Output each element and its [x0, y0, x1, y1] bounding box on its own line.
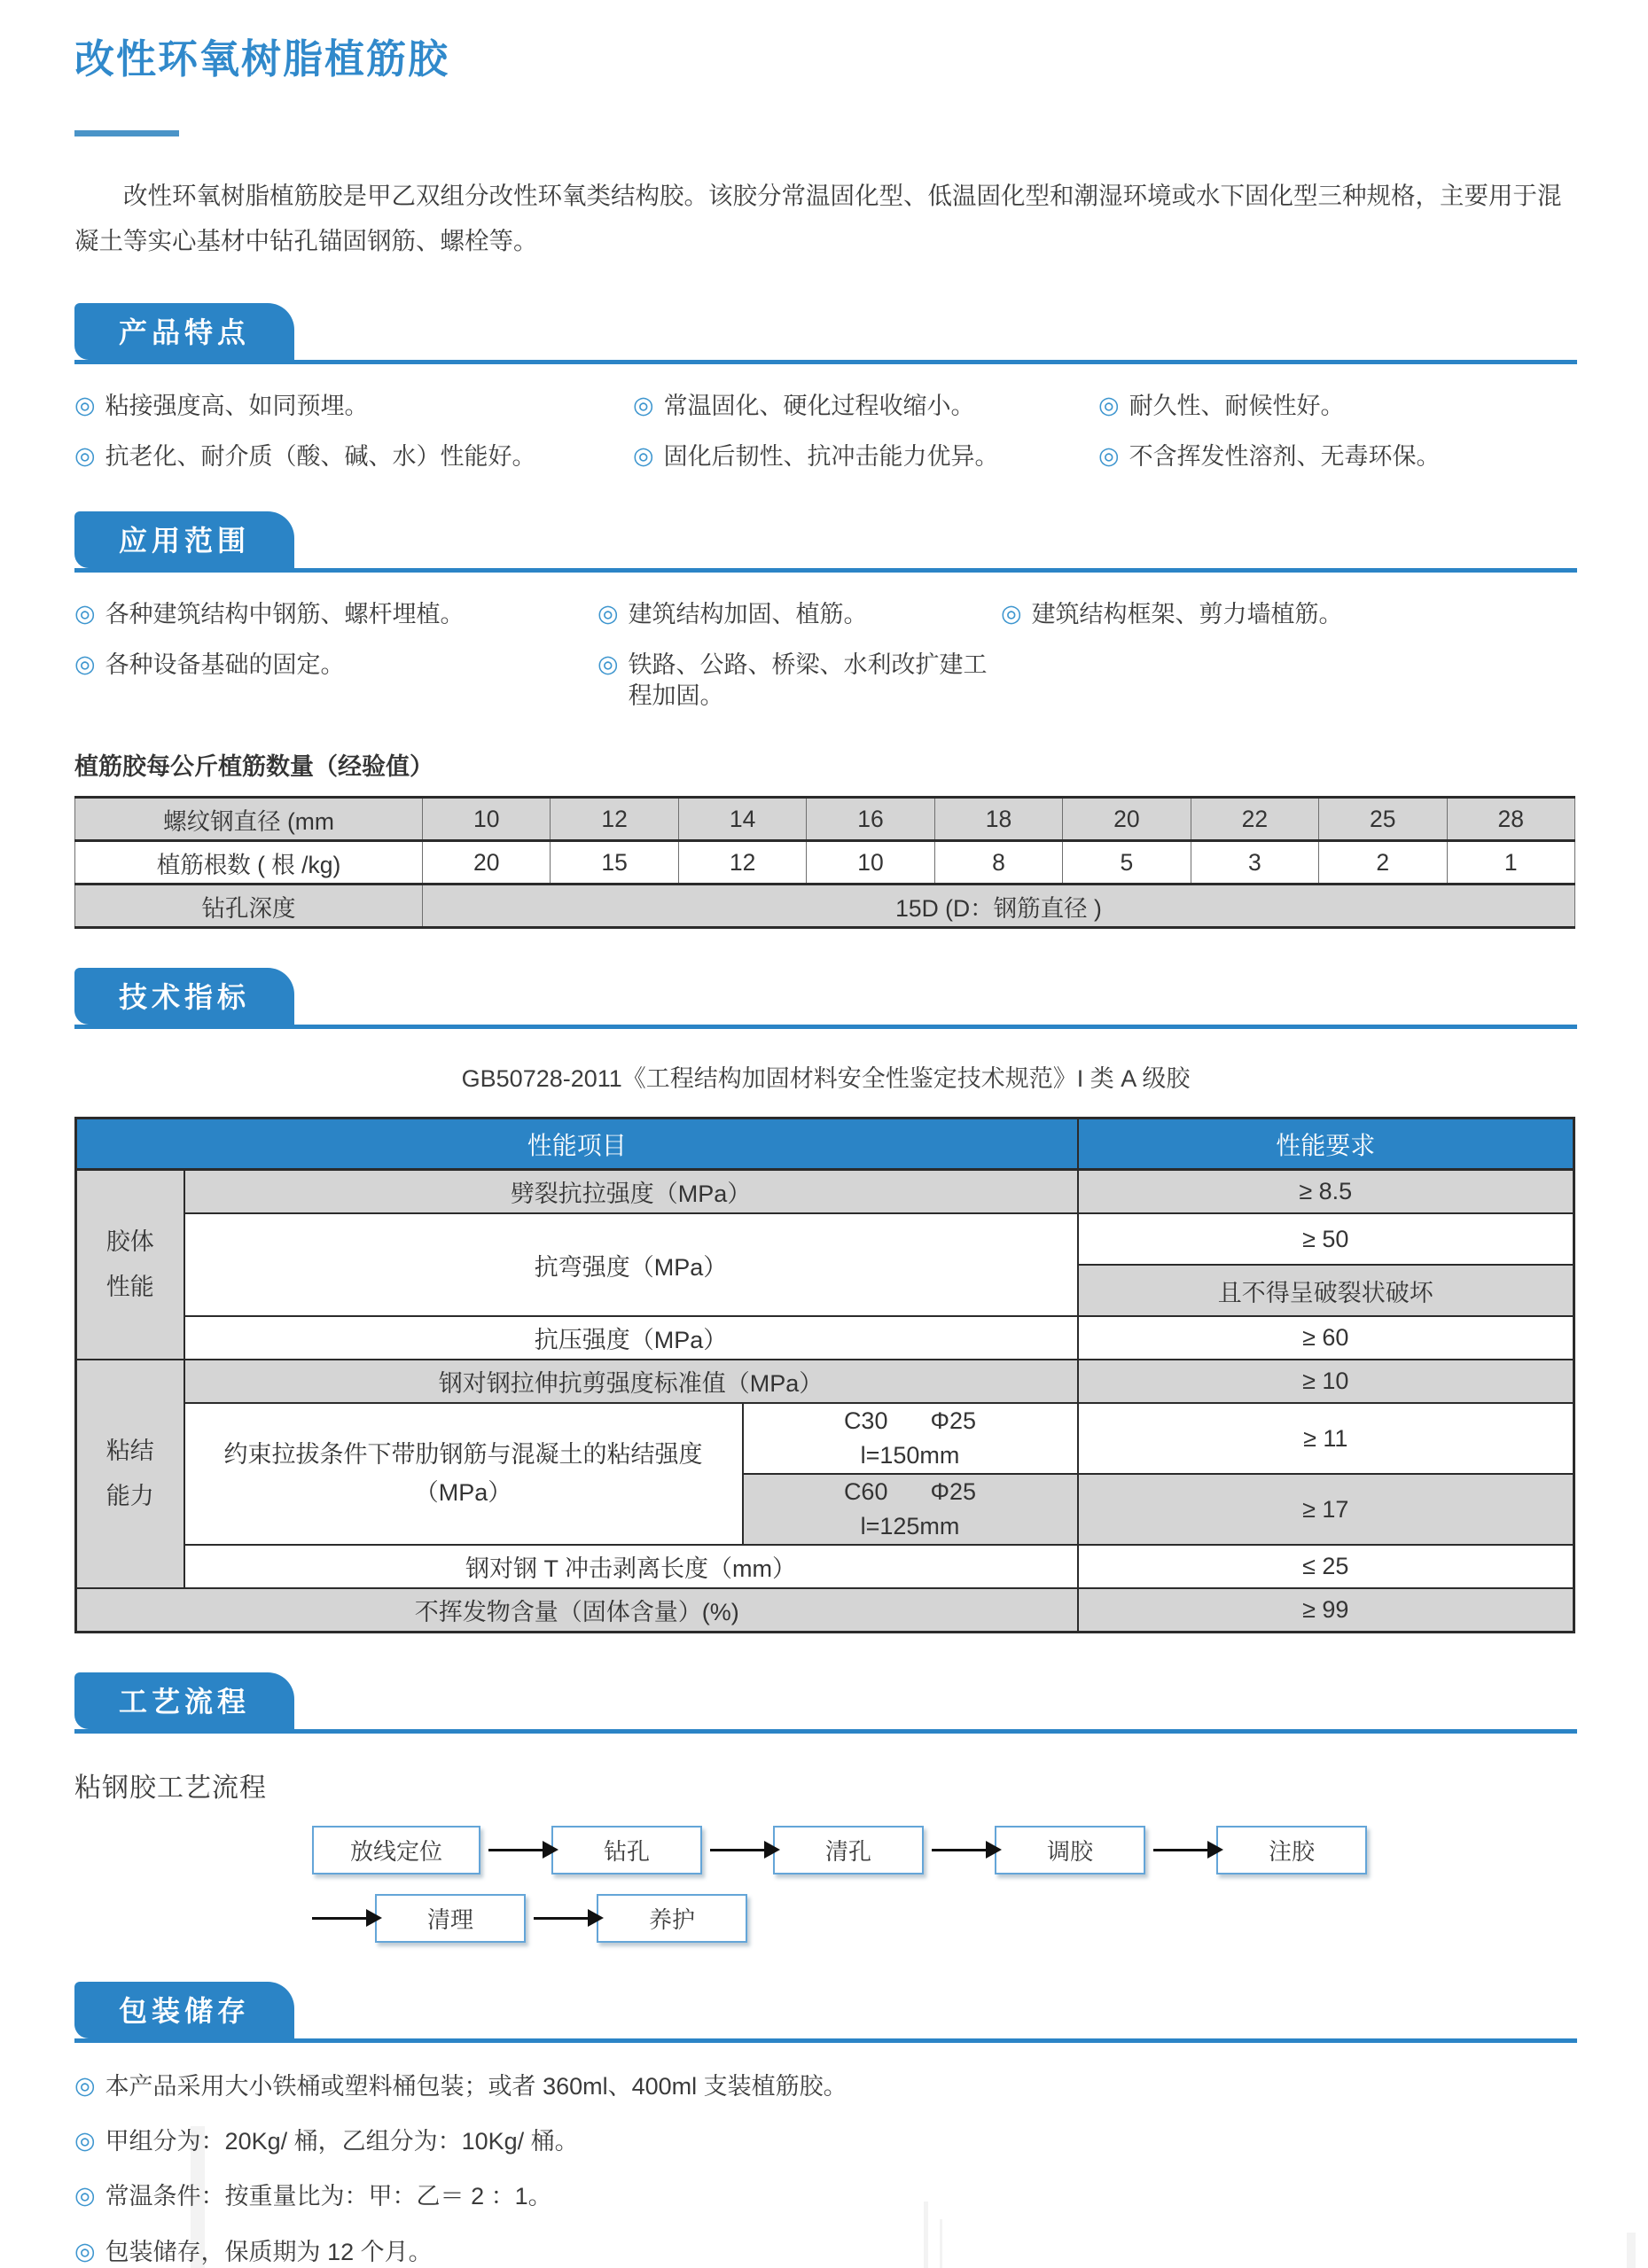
- row-header-diameter: 螺纹钢直径 (mm: [75, 798, 423, 841]
- table-row: [75, 798, 1575, 841]
- bullseye-icon: ◎: [74, 2237, 96, 2264]
- requirement-cell: ≥ 10: [1078, 1360, 1574, 1403]
- property-cell: 抗弯强度（MPa）: [184, 1213, 1078, 1316]
- bullseye-icon: ◎: [74, 2127, 96, 2155]
- bullseye-icon: ◎: [74, 599, 96, 627]
- table-cell: 1: [1447, 841, 1575, 885]
- col-header-requirement: 性能要求: [1078, 1118, 1574, 1170]
- property-cell-bond-strength: [184, 1403, 743, 1545]
- packaging-list: [74, 2071, 1577, 2267]
- table-row: [76, 1170, 1574, 1214]
- list-item: [74, 441, 633, 472]
- bullseye-icon: ◎: [74, 2072, 96, 2100]
- table-row: [76, 1545, 1574, 1588]
- bullseye-icon: ◎: [633, 441, 654, 469]
- bond-strength-label-line1: 约束拉拔条件下带肋钢筋与混凝土的粘结强度: [223, 1441, 703, 1469]
- table-cell: 15: [551, 841, 678, 885]
- arrow-right-icon: [932, 1849, 987, 1851]
- col-header-property: 性能项目: [76, 1118, 1078, 1170]
- table-row: [75, 841, 1575, 885]
- requirement-cell: ≥ 11: [1078, 1403, 1574, 1474]
- table-cell: 20: [1063, 798, 1191, 841]
- requirement-cell: ≥ 50: [1078, 1213, 1574, 1265]
- quantity-table-caption: 植筋胶每公斤植筋数量（经验值）: [74, 753, 433, 781]
- packaging-text: 本产品采用大小铁桶或塑料桶包装；或者 360ml、400ml 支装植筋胶。: [105, 2073, 847, 2100]
- group-cell-bond: 粘结能力: [76, 1360, 184, 1588]
- watermark-decoration: [924, 2202, 928, 2268]
- table-cell: 22: [1191, 798, 1318, 841]
- section-header-features: [74, 303, 1577, 364]
- table-row: [76, 1316, 1574, 1360]
- list-item: [74, 650, 597, 712]
- list-item: [74, 2126, 1577, 2157]
- table-row: [76, 1213, 1574, 1265]
- condition-grade-phi: [753, 1478, 1068, 1506]
- bullseye-icon: ◎: [74, 441, 96, 469]
- group-cell-body: 胶体性能: [76, 1170, 184, 1360]
- quantity-table: [74, 796, 1575, 929]
- arrow-right-icon: [1153, 1849, 1208, 1851]
- flow-step-box: 养护: [597, 1894, 747, 1943]
- list-item: [633, 441, 1098, 472]
- property-cell: 不挥发物含量（固体含量）(%): [76, 1588, 1078, 1633]
- section-tab-packaging: 包装储存: [74, 1982, 294, 2038]
- section-tab-features: 产品特点: [74, 303, 294, 360]
- arrow-right-icon: [312, 1917, 367, 1920]
- flow-step-box: 清理: [375, 1894, 526, 1943]
- arrow-right-icon: [534, 1917, 589, 1920]
- bullseye-icon: ◎: [1001, 599, 1022, 627]
- application-text: 建筑结构框架、剪力墙植筋。: [1031, 600, 1343, 627]
- process-subtitle: 粘钢胶工艺流程: [74, 1773, 267, 1804]
- table-cell: 25: [1319, 798, 1447, 841]
- packaging-text: 甲组分为：20Kg/ 桶，乙组分为：10Kg/ 桶。: [105, 2128, 579, 2155]
- section-header-process: [74, 1672, 1577, 1734]
- feature-text: 抗老化、耐介质（酸、碱、水）性能好。: [105, 442, 536, 470]
- feature-text: 耐久性、耐候性好。: [1129, 392, 1345, 419]
- table-row: [76, 1360, 1574, 1403]
- embed-length: l=125mm: [860, 1513, 960, 1540]
- table-cell: 20: [423, 841, 551, 885]
- feature-text: 常温固化、硬化过程收缩小。: [663, 392, 975, 419]
- section-header-applications: [74, 511, 1577, 573]
- list-item: [74, 2237, 1577, 2268]
- bullseye-icon: ◎: [597, 599, 619, 627]
- bullseye-icon: ◎: [74, 391, 96, 418]
- list-item: [74, 391, 633, 422]
- features-list: [74, 391, 1577, 472]
- packaging-text: 常温条件：按重量比为：甲：乙＝ 2 ：1。: [105, 2183, 552, 2210]
- list-item: [74, 2071, 1577, 2102]
- list-item: [1001, 599, 1577, 630]
- table-cell: 10: [423, 798, 551, 841]
- list-item: [1098, 441, 1577, 472]
- rebar-diameter: Φ25: [930, 1478, 977, 1506]
- concrete-grade: C30: [843, 1407, 888, 1435]
- technical-table: [74, 1117, 1575, 1633]
- flow-step-box: 放线定位: [312, 1826, 480, 1874]
- concrete-grade: C60: [843, 1478, 888, 1506]
- title-underline-dash: [74, 130, 179, 136]
- section-tab-applications: 应用范围: [74, 511, 294, 568]
- depth-value-cell: 15D (D：钢筋直径 ): [423, 885, 1575, 928]
- list-item: [597, 599, 1001, 630]
- requirement-cell: ≥ 8.5: [1078, 1170, 1574, 1214]
- flow-step-box: 调胶: [995, 1826, 1145, 1874]
- table-cell: 28: [1447, 798, 1575, 841]
- table-cell: 2: [1319, 841, 1447, 885]
- intro-paragraph: 改性环氧树脂植筋胶是甲乙双组分改性环氧类结构胶。该胶分常温固化型、低温固化型和潮湿环境或水下固化型三种规格，主要用于混凝土等实心基材中钻孔锚固钢筋、螺栓等。: [74, 182, 1562, 254]
- table-cell: 3: [1191, 841, 1318, 885]
- table-cell: 5: [1063, 841, 1191, 885]
- bullseye-icon: ◎: [1098, 391, 1120, 418]
- condition-cell-c60: [743, 1474, 1078, 1545]
- table-cell: 14: [678, 798, 806, 841]
- table-cell: 16: [807, 798, 934, 841]
- table-cell: 12: [551, 798, 678, 841]
- table-row: [76, 1588, 1574, 1633]
- list-item: [74, 2181, 1577, 2212]
- row-header-count: 植筋根数 ( 根 /kg): [75, 841, 423, 885]
- section-tab-technical: 技术指标: [74, 968, 294, 1025]
- standard-reference: GB50728-2011《工程结构加固材料安全性鉴定技术规范》I 类 A 级胶: [461, 1065, 1191, 1093]
- table-cell: 8: [934, 841, 1062, 885]
- embed-length: l=150mm: [860, 1442, 960, 1469]
- requirement-note-cell: 且不得呈破裂状破坏: [1078, 1265, 1574, 1316]
- flow-step-box: 注胶: [1216, 1826, 1367, 1874]
- list-item: [597, 650, 1001, 712]
- feature-text: 固化后韧性、抗冲击能力优异。: [663, 442, 999, 470]
- feature-text: 不含挥发性溶剂、无毒环保。: [1129, 442, 1441, 470]
- condition-grade-phi: [753, 1407, 1068, 1435]
- process-flow-row-2: [312, 1894, 1577, 1943]
- watermark-decoration: [1627, 2233, 1636, 2268]
- application-text: 各种设备基础的固定。: [105, 651, 345, 679]
- section-header-packaging: [74, 1982, 1577, 2043]
- bullseye-icon: ◎: [74, 2182, 96, 2210]
- requirement-cell: ≥ 99: [1078, 1588, 1574, 1633]
- flow-step-box: 清孔: [773, 1826, 924, 1874]
- table-cell: 10: [807, 841, 934, 885]
- property-cell: 钢对钢 T 冲击剥离长度（mm）: [184, 1545, 1078, 1588]
- bullseye-icon: ◎: [597, 651, 619, 678]
- condition-cell-c30: [743, 1403, 1078, 1474]
- requirement-cell: ≥ 60: [1078, 1316, 1574, 1360]
- arrow-right-icon: [488, 1849, 543, 1851]
- bullseye-icon: ◎: [1098, 441, 1120, 469]
- list-item: [633, 391, 1098, 422]
- flow-step-box: 钻孔: [551, 1826, 702, 1874]
- property-cell: 抗压强度（MPa）: [184, 1316, 1078, 1360]
- section-tab-process: 工艺流程: [74, 1672, 294, 1729]
- process-flow-row-1: [312, 1826, 1577, 1874]
- application-text: 各种建筑结构中钢筋、螺杆埋植。: [105, 600, 465, 627]
- table-cell: 12: [678, 841, 806, 885]
- bullseye-icon: ◎: [633, 391, 654, 418]
- list-item: [74, 599, 597, 630]
- application-text: 建筑结构加固、植筋。: [628, 600, 868, 627]
- packaging-text: 包装储存，保质期为 12 个月。: [105, 2238, 433, 2265]
- list-item: [1098, 391, 1577, 422]
- application-text: 铁路、公路、桥梁、水利改扩建工程加固。: [628, 651, 988, 710]
- watermark-decoration: [191, 2126, 205, 2268]
- requirement-cell: ≥ 17: [1078, 1474, 1574, 1545]
- table-row: [75, 885, 1575, 928]
- arrow-right-icon: [710, 1849, 765, 1851]
- applications-list: [74, 599, 1577, 712]
- page-title: 改性环氧树脂植筋胶: [74, 36, 450, 82]
- property-cell: 钢对钢拉伸抗剪强度标准值（MPa）: [184, 1360, 1078, 1403]
- table-cell: 18: [934, 798, 1062, 841]
- requirement-cell: ≤ 25: [1078, 1545, 1574, 1588]
- property-cell: 劈裂抗拉强度（MPa）: [184, 1170, 1078, 1214]
- bullseye-icon: ◎: [74, 651, 96, 678]
- feature-text: 粘接强度高、如同预埋。: [105, 392, 369, 419]
- rebar-diameter: Φ25: [930, 1407, 977, 1435]
- watermark-decoration: [940, 2219, 942, 2268]
- row-header-depth: 钻孔深度: [75, 885, 423, 928]
- section-header-technical: [74, 968, 1577, 1029]
- bond-strength-label-line2: （MPa）: [414, 1479, 512, 1507]
- table-header-row: [76, 1118, 1574, 1170]
- table-row: [76, 1403, 1574, 1474]
